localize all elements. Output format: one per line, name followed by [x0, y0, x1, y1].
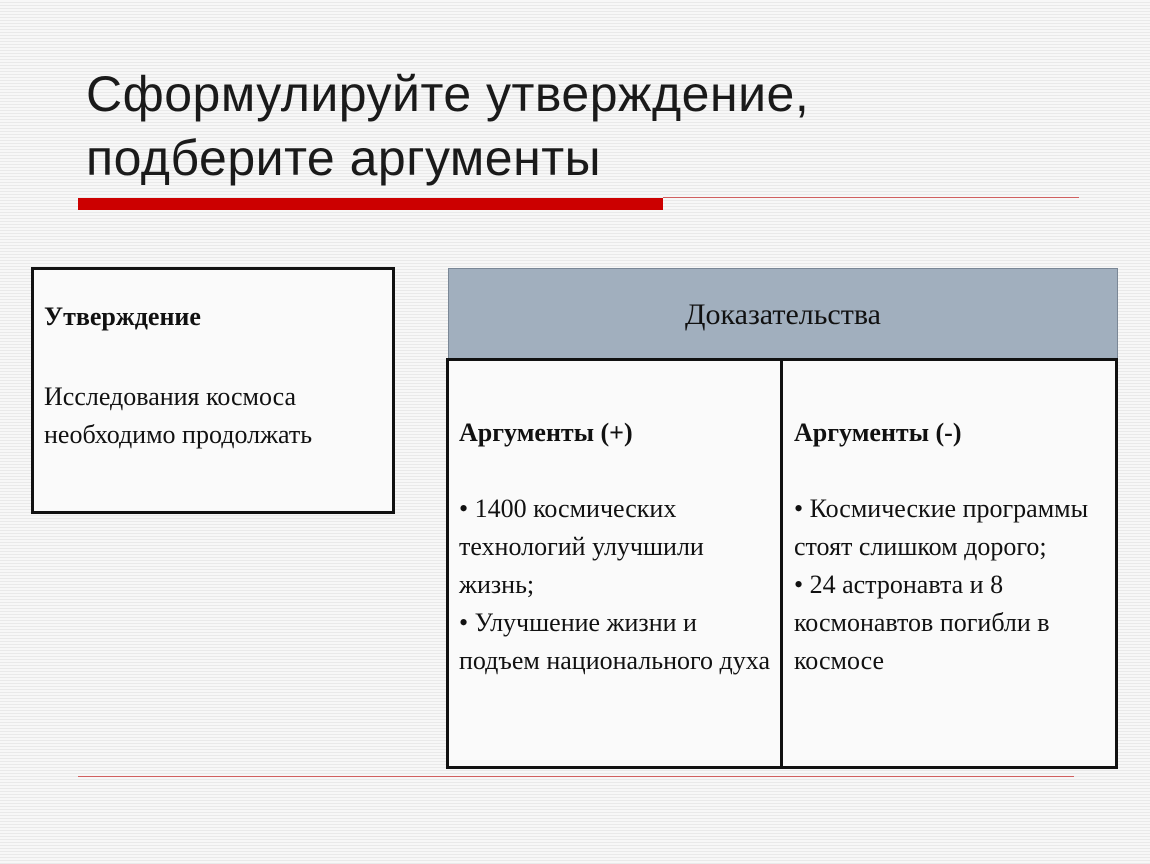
- pro-argument-item: • 1400 космических технологий улучшили жизнь;: [459, 494, 704, 599]
- footer-divider-line: [78, 776, 1074, 777]
- con-arguments-column: [794, 414, 1114, 680]
- slide-title: [86, 62, 1086, 190]
- title-divider-line: [663, 197, 1079, 198]
- evidence-header: Доказательства: [448, 268, 1118, 360]
- title-accent-bar: [78, 198, 663, 210]
- pro-argument-item: • Улучшение жизни и подъем национального духа: [459, 608, 770, 675]
- evidence-column-divider: [780, 358, 783, 769]
- pro-arguments-column: [459, 414, 779, 680]
- con-argument-item: • Космические программы стоят слишком дорого;: [794, 494, 1089, 561]
- claim-text: Исследования космоса необходимо продолжать: [44, 382, 313, 449]
- claim-heading: Утверждение: [44, 302, 201, 331]
- con-arguments-heading: Аргументы (-): [794, 418, 962, 447]
- claim-box: [31, 267, 395, 514]
- slide-title-line-1: Сформулируйте утверждение,: [86, 66, 810, 122]
- slide-title-line-2: подберите аргументы: [86, 130, 602, 186]
- pro-arguments-heading: Аргументы (+): [459, 418, 633, 447]
- con-argument-item: • 24 астронавта и 8 космонавтов погибли в космосе: [794, 570, 1050, 675]
